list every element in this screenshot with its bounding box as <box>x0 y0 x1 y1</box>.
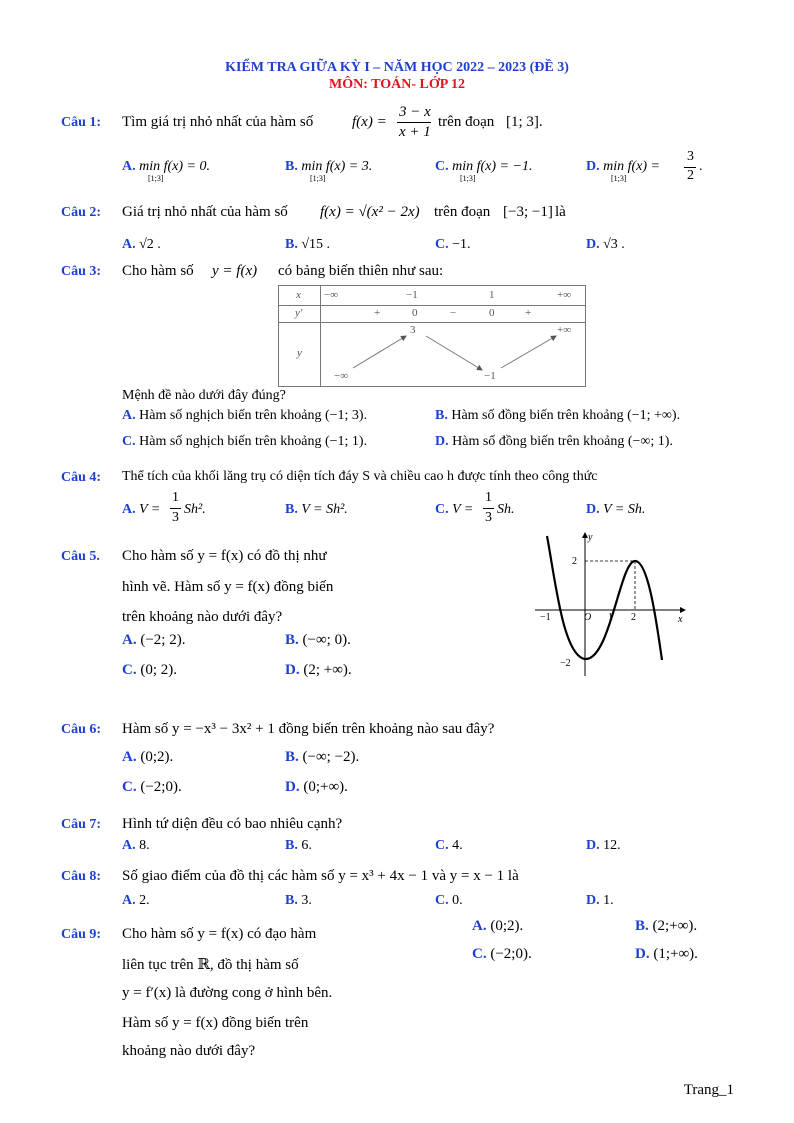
q6-option-c[interactable] <box>122 779 182 796</box>
option-text: V = Sh². <box>301 502 348 517</box>
option-text: (0; 2). <box>140 662 178 678</box>
q7-label: Câu 7: <box>61 817 102 832</box>
q4-option-a-den: 3 <box>172 510 179 525</box>
table-arrows <box>278 322 585 386</box>
q1-option-d-num: 3 <box>687 149 694 164</box>
option-text: Hàm số nghịch biến trên khoảng (−1; 3). <box>139 408 368 423</box>
arrow-up-1 <box>353 336 406 368</box>
q5-option-d[interactable] <box>285 662 352 679</box>
y-label: y <box>588 532 593 543</box>
option-text: Hàm số đồng biến trên khoảng (−1; +∞). <box>451 408 681 423</box>
option-text: 4. <box>452 838 463 853</box>
option-text: (0;2). <box>140 749 174 765</box>
q8-text: Số giao điểm của đồ thị các hàm số y = x³ + 4x − 1 và y = x − 1 là <box>122 868 519 884</box>
x-label: x <box>678 614 683 625</box>
tick-y-m2: −2 <box>560 658 571 669</box>
option-text: 12. <box>603 838 621 853</box>
table-rule-1 <box>278 305 585 306</box>
option-letter: D. <box>586 237 600 252</box>
table-y-bot-0: −∞ <box>334 370 349 382</box>
q4-option-a-bar <box>170 508 181 509</box>
table-x-0: −∞ <box>324 289 339 301</box>
q8-option-d[interactable] <box>586 893 614 909</box>
q2-option-c[interactable] <box>435 237 471 253</box>
q1-option-a[interactable] <box>122 159 210 175</box>
q1-option-c[interactable] <box>435 159 532 175</box>
q5-option-c[interactable] <box>122 662 177 679</box>
option-text: (0;+∞). <box>303 779 348 795</box>
table-x-3: +∞ <box>557 289 572 301</box>
q2-label: Câu 2: <box>61 205 102 220</box>
q1-option-d[interactable] <box>586 159 660 175</box>
table-yp-3: 0 <box>489 307 495 319</box>
q1-label: Câu 1: <box>61 115 102 130</box>
q5-option-a[interactable] <box>122 632 185 649</box>
q6-text: Hàm số y = −x³ − 3x² + 1 đồng biến trên khoảng nào sau đây? <box>122 721 495 737</box>
q5-option-b[interactable] <box>285 632 351 649</box>
option-letter: B. <box>285 749 299 765</box>
q1-option-b[interactable] <box>285 159 372 175</box>
option-text: (−∞; 0). <box>302 632 351 648</box>
q4-option-a[interactable] <box>122 502 160 518</box>
q4-option-a-num: 1 <box>172 490 179 505</box>
q3-func: y = f(x) <box>212 263 258 279</box>
q9-label: Câu 9: <box>61 927 102 942</box>
q7-option-b[interactable] <box>285 838 312 854</box>
q2-text-end: là <box>555 204 566 220</box>
option-text: √2 . <box>139 237 161 252</box>
q7-option-a[interactable] <box>122 838 150 854</box>
q2-func: f(x) = √(x² − 2x) <box>320 204 420 220</box>
option-text: 2. <box>139 893 150 908</box>
option-letter: B. <box>635 918 649 934</box>
q9-line2: liên tục trên ℝ, đồ thị hàm số <box>122 957 299 973</box>
option-letter: A. <box>122 237 136 252</box>
q4-text: Thể tích của khối lăng trụ có diện tích đáy S và chiều cao h được tính theo công thức <box>122 469 598 484</box>
q4-option-c-den: 3 <box>485 510 492 525</box>
q7-option-c[interactable] <box>435 838 463 854</box>
q8-option-c[interactable] <box>435 893 463 909</box>
q2-option-b[interactable] <box>285 237 330 253</box>
q9-line3: y = f′(x) là đường cong ở hình bên. <box>122 985 333 1001</box>
q9-option-c[interactable] <box>472 946 532 963</box>
option-letter: C. <box>122 662 137 678</box>
option-text: (−∞; −2). <box>302 749 360 765</box>
option-text: (−2; 2). <box>140 632 186 648</box>
table-y-bot-1: −1 <box>484 370 496 382</box>
option-letter: C. <box>435 838 449 853</box>
q4-option-b[interactable] <box>285 502 348 518</box>
option-letter: B. <box>285 838 298 853</box>
q1-option-d-dot: . <box>699 159 703 174</box>
q1-func: f(x) = <box>352 114 387 130</box>
option-letter: B. <box>435 408 448 423</box>
arrow-down <box>426 336 482 370</box>
table-yp-1: 0 <box>412 307 418 319</box>
option-text: −1. <box>452 237 471 252</box>
option-pre: V = <box>452 502 474 517</box>
exam-title: KIỂM TRA GIỮA KỲ I – NĂM HỌC 2022 – 2023 (ĐỀ 3) <box>225 60 569 75</box>
option-text: √3 . <box>603 237 625 252</box>
option-letter: D. <box>435 434 449 449</box>
option-letter: D. <box>586 893 600 908</box>
option-letter: C. <box>435 159 449 174</box>
q2-text-post: trên đoạn <box>434 204 491 220</box>
option-letter: C. <box>435 502 449 517</box>
option-text: Hàm số nghịch biến trên khoảng (−1; 1). <box>139 434 368 449</box>
q4-option-a-post: Sh². <box>184 502 206 517</box>
table-x-1: −1 <box>406 289 418 301</box>
option-text: (2; +∞). <box>303 662 352 678</box>
q1-option-a-sub: [1;3] <box>148 174 164 183</box>
option-letter: C. <box>122 434 136 449</box>
q8-label: Câu 8: <box>61 869 102 884</box>
option-letter: C. <box>122 779 137 795</box>
q3-option-b[interactable] <box>435 408 680 424</box>
option-letter: C. <box>435 893 449 908</box>
q5-label: Câu 5. <box>61 549 100 564</box>
option-letter: D. <box>586 159 600 174</box>
q5-line1: Cho hàm số y = f(x) có đồ thị như <box>122 548 327 564</box>
q2-interval: [−3; −1] <box>503 204 553 220</box>
option-letter: B. <box>285 159 298 174</box>
tick-y-2: 2 <box>572 556 577 567</box>
option-letter: D. <box>586 502 600 517</box>
table-yp-label: y′ <box>295 307 303 319</box>
q3-option-a[interactable] <box>122 408 367 424</box>
option-letter: B. <box>285 893 298 908</box>
option-text: 8. <box>139 838 150 853</box>
page-number: Trang_1 <box>683 1082 734 1098</box>
option-letter: B. <box>285 632 299 648</box>
option-letter: A. <box>122 749 137 765</box>
q1-option-b-sub: [1;3] <box>310 174 326 183</box>
q7-text: Hình tứ diện đều có bao nhiêu cạnh? <box>122 816 343 832</box>
option-text: min f(x) = −1. <box>452 159 533 174</box>
option-text: min f(x) = <box>603 159 660 174</box>
tick-x-1: 1 <box>608 612 613 623</box>
q4-option-d[interactable] <box>586 502 645 518</box>
q4-option-c-num: 1 <box>485 490 492 505</box>
option-text: (−2;0). <box>490 946 532 962</box>
q6-option-a[interactable] <box>122 749 173 766</box>
option-letter: B. <box>285 237 298 252</box>
option-text: (0;2). <box>490 918 524 934</box>
option-text: (1;+∞). <box>653 946 698 962</box>
tick-x-m1: −1 <box>540 612 551 623</box>
q9-option-a[interactable] <box>472 918 523 935</box>
option-letter: B. <box>285 502 298 517</box>
q3-option-d[interactable] <box>435 434 673 450</box>
option-letter: A. <box>122 893 136 908</box>
option-pre: V = <box>139 502 161 517</box>
q1-interval: [1; 3]. <box>506 114 543 130</box>
option-text: V = Sh. <box>603 502 646 517</box>
q1-text-post: trên đoạn <box>438 114 495 130</box>
option-letter: D. <box>285 662 300 678</box>
table-yp-2: − <box>450 307 457 319</box>
q1-text-pre: Tìm giá trị nhỏ nhất của hàm số <box>122 114 314 130</box>
q7-option-d[interactable] <box>586 838 621 854</box>
table-y-top-0: 3 <box>410 324 416 336</box>
q9-line1: Cho hàm số y = f(x) có đạo hàm <box>122 926 317 942</box>
q8-option-a[interactable] <box>122 893 150 909</box>
option-letter: A. <box>122 159 136 174</box>
q1-option-d-sub: [1;3] <box>611 174 627 183</box>
option-letter: A. <box>122 838 136 853</box>
q1-frac-den: x + 1 <box>399 124 431 140</box>
q9-line4: Hàm số y = f(x) đồng biến trên <box>122 1015 309 1031</box>
option-text: (2;+∞). <box>652 918 698 934</box>
q5-line2: hình vẽ. Hàm số y = f(x) đồng biến <box>122 579 334 595</box>
table-x-2: 1 <box>489 289 495 301</box>
option-text: min f(x) = 0. <box>139 159 210 174</box>
q2-text-pre: Giá trị nhỏ nhất của hàm số <box>122 204 288 220</box>
table-y-label: y <box>297 347 302 359</box>
q4-option-c-bar <box>483 508 494 509</box>
q6-label: Câu 6: <box>61 722 102 737</box>
q4-option-c-post: Sh. <box>497 502 515 517</box>
q8-option-b[interactable] <box>285 893 312 909</box>
table-y-top-1: +∞ <box>557 324 572 336</box>
q3-label: Câu 3: <box>61 264 102 279</box>
table-yp-4: + <box>525 307 532 319</box>
cubic-curve <box>547 536 662 660</box>
exam-subtitle: MÔN: TOÁN- LỚP 12 <box>329 77 465 92</box>
q4-label: Câu 4: <box>61 470 102 485</box>
q2-option-d[interactable] <box>586 237 625 253</box>
table-yp-0: + <box>374 307 381 319</box>
q6-option-d[interactable] <box>285 779 348 796</box>
option-letter: D. <box>635 946 650 962</box>
option-text: (−2;0). <box>140 779 182 795</box>
option-text: 1. <box>603 893 614 908</box>
q2-option-a[interactable] <box>122 237 161 253</box>
q3-text-post: có bảng biến thiên như sau: <box>278 263 444 279</box>
q3-prompt: Mệnh đề nào dưới đây đúng? <box>122 388 286 403</box>
arrow-up-2 <box>501 336 556 368</box>
option-text: 0. <box>452 893 463 908</box>
q1-option-d-den: 2 <box>687 168 694 183</box>
option-text: √15 . <box>301 237 331 252</box>
q1-frac-bar <box>397 122 431 123</box>
tick-x-2: 2 <box>631 612 636 623</box>
q9-option-b[interactable] <box>635 918 697 935</box>
q9-line5: khoảng nào dưới đây? <box>122 1043 256 1059</box>
table-x-label: x <box>296 289 301 301</box>
origin-label: O <box>584 612 592 623</box>
option-letter: D. <box>285 779 300 795</box>
q5-graph <box>530 528 690 678</box>
option-letter: A. <box>122 502 136 517</box>
q5-line3: trên khoảng nào dưới đây? <box>122 609 283 625</box>
option-letter: D. <box>586 838 600 853</box>
option-text: 3. <box>301 893 312 908</box>
option-text: Hàm số đồng biến trên khoảng (−∞; 1). <box>452 434 673 449</box>
q3-text-pre: Cho hàm số <box>122 263 194 279</box>
q4-option-c[interactable] <box>435 502 473 518</box>
option-letter: A. <box>472 918 487 934</box>
q3-option-c[interactable] <box>122 434 367 450</box>
q1-option-c-sub: [1;3] <box>460 174 476 183</box>
q9-option-d[interactable] <box>635 946 698 963</box>
q6-option-b[interactable] <box>285 749 359 766</box>
option-letter: A. <box>122 632 137 648</box>
option-letter: A. <box>122 408 136 423</box>
option-letter: C. <box>472 946 487 962</box>
option-letter: C. <box>435 237 449 252</box>
option-text: 6. <box>301 838 312 853</box>
option-text: min f(x) = 3. <box>301 159 373 174</box>
q1-frac-num: 3 − x <box>399 104 431 120</box>
